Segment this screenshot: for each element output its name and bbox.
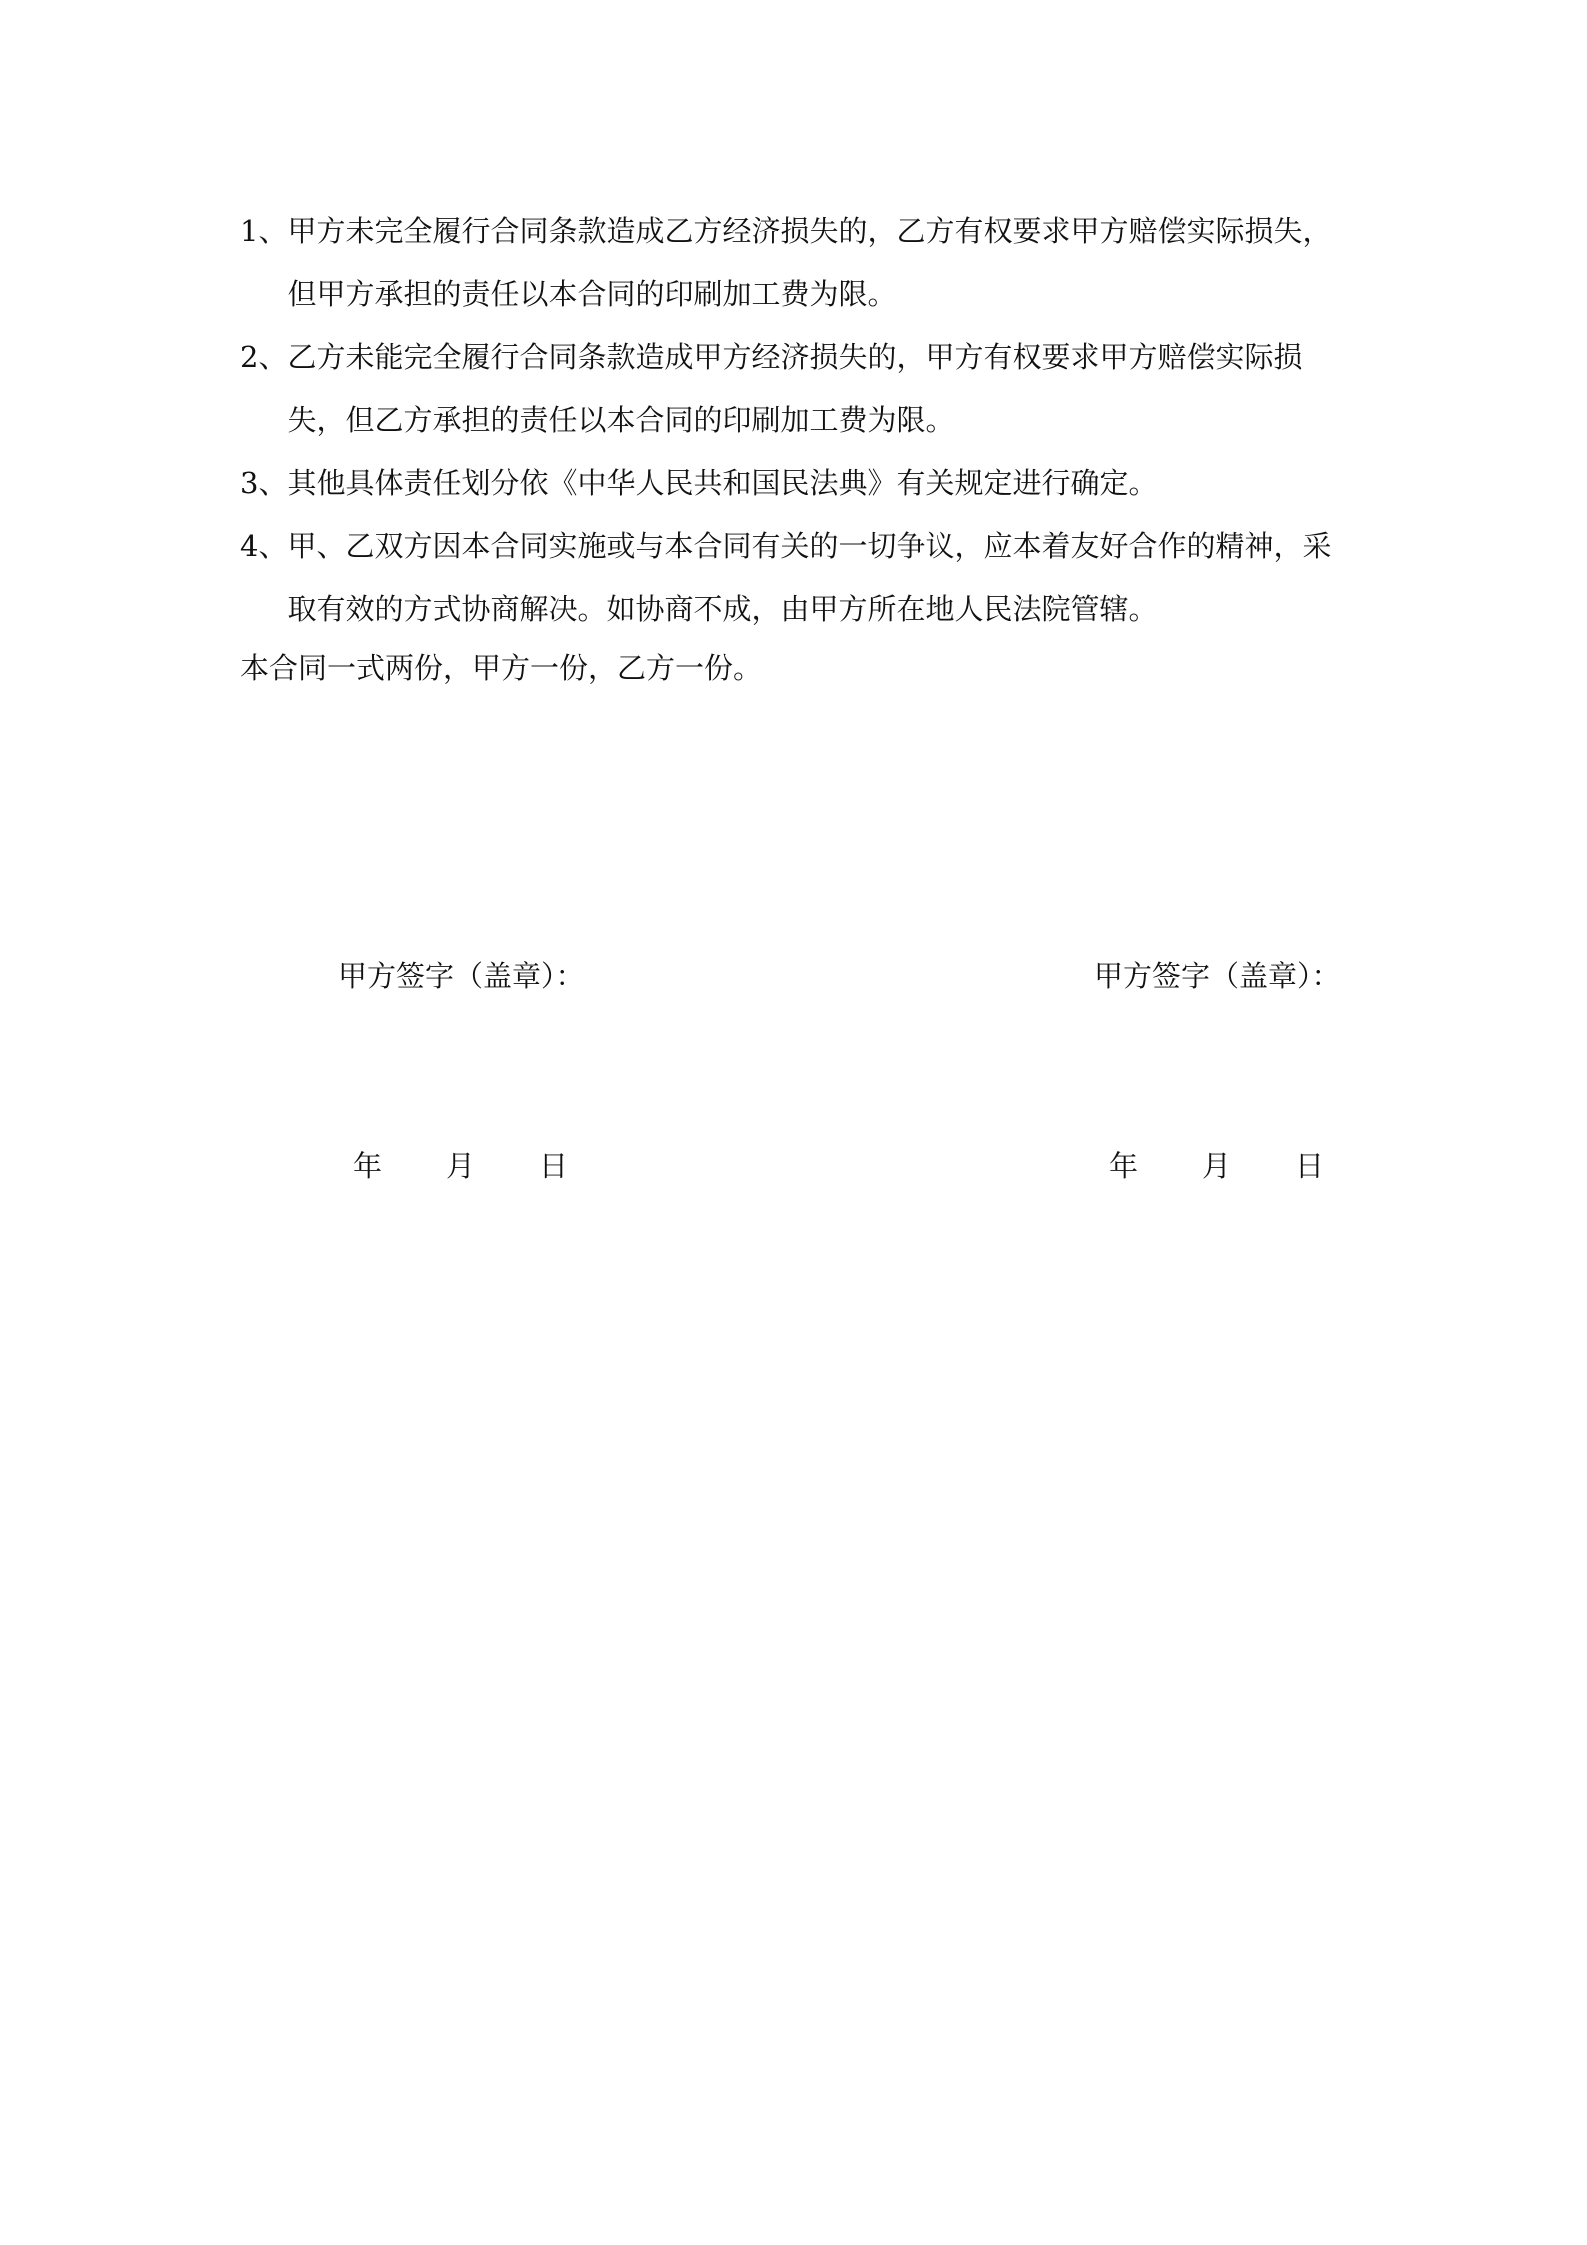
- month-label: 月: [446, 1149, 476, 1183]
- clause-number: 1、: [240, 214, 288, 248]
- clause-item: [240, 515, 1360, 641]
- day-label: 日: [539, 1149, 569, 1183]
- clause-text: 其他具体责任划分依《中华人民共和国民法典》有关规定进行确定。: [287, 466, 1158, 500]
- party-b-signature-label: 甲方签字（盖章）：: [1094, 959, 1341, 993]
- date-gap: [1138, 1146, 1202, 1186]
- year-label: 年: [353, 1149, 383, 1183]
- clause-item: [240, 200, 1360, 326]
- clause-number: 4、: [240, 529, 288, 563]
- clause-number: 2、: [240, 340, 288, 374]
- date-gap: [382, 1146, 446, 1186]
- date-gap: [1231, 1146, 1295, 1186]
- day-label: 日: [1295, 1149, 1325, 1183]
- clause-number: 3、: [240, 466, 288, 500]
- copies-statement: 本合同一式两份，甲方一份，乙方一份。: [240, 651, 763, 685]
- clause-text: 甲、乙双方因本合同实施或与本合同有关的一切争议，应本着友好合作的精神，采取有效的方式协商解决。如协商不成，由甲方所在地人民法院管辖。: [287, 529, 1332, 626]
- party-a-date-line: [353, 1146, 568, 1186]
- party-b-date-line: [1109, 1146, 1324, 1186]
- year-label: 年: [1109, 1149, 1139, 1183]
- clause-text: 乙方未能完全履行合同条款造成甲方经济损失的，甲方有权要求甲方赔偿实际损失，但乙方承担的责任以本合同的印刷加工费为限。: [287, 340, 1303, 437]
- clause-text: 甲方未完全履行合同条款造成乙方经济损失的，乙方有权要求甲方赔偿实际损失，但甲方承担的责任以本合同的印刷加工费为限。: [287, 214, 1332, 311]
- party-a-signature-label: 甲方签字（盖章）：: [338, 959, 585, 993]
- clause-item: [240, 452, 1360, 515]
- date-gap: [475, 1146, 539, 1186]
- month-label: 月: [1202, 1149, 1232, 1183]
- clause-list: [240, 200, 1360, 641]
- clause-item: [240, 326, 1360, 452]
